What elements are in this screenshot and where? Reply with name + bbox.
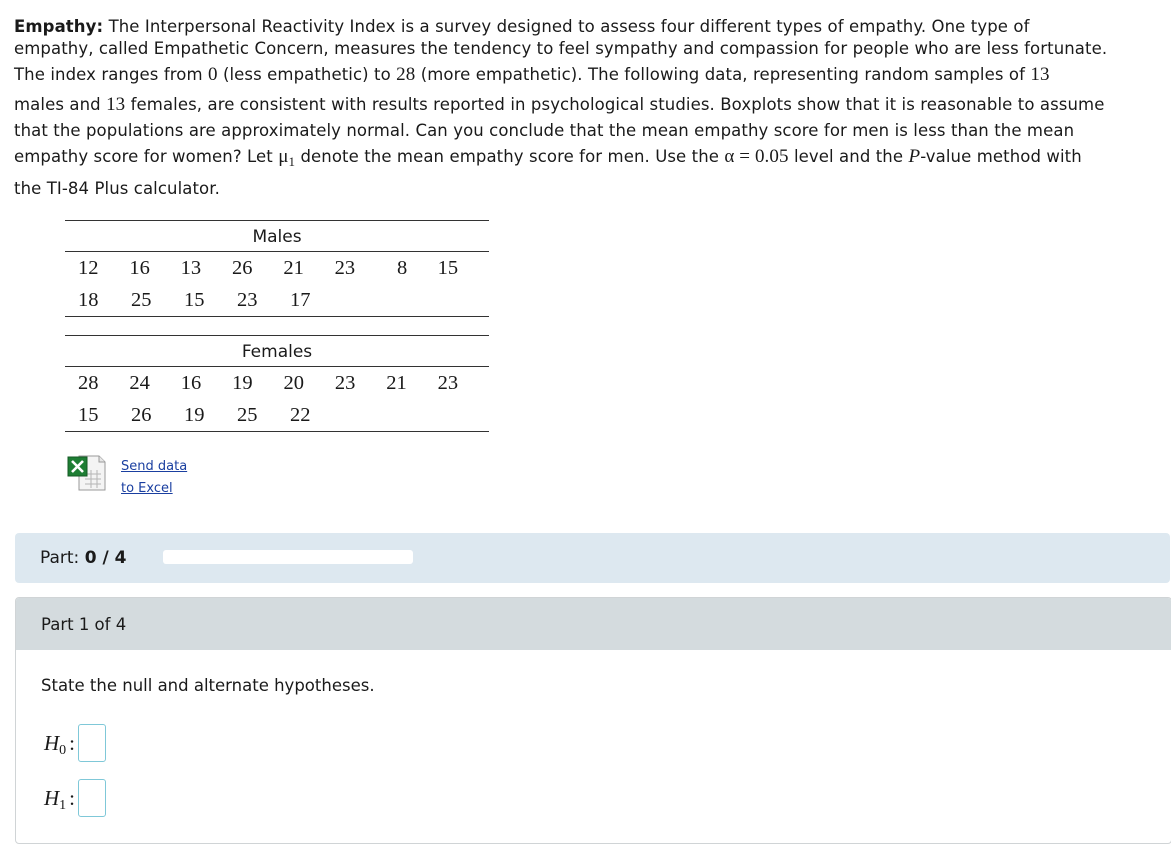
- part-label: Part:: [40, 548, 80, 568]
- table-cell: 19: [232, 371, 253, 394]
- problem-text: females, are consistent with results reported in psychological studies. Boxplots show that it is reasonable to assume: [125, 95, 1105, 114]
- math-number: 13: [1030, 64, 1050, 85]
- to-excel-link-text[interactable]: to Excel: [121, 481, 173, 496]
- females-table-title: Females: [65, 336, 489, 367]
- h1-label: [44, 786, 66, 811]
- table-cell: 24: [129, 371, 150, 394]
- alternate-hypothesis-input[interactable]: [78, 779, 106, 817]
- table-cell: 8: [396, 256, 408, 279]
- problem-text: level and the: [788, 147, 909, 166]
- send-to-excel-link[interactable]: [121, 456, 187, 500]
- part-instruction: State the null and alternate hypotheses.: [41, 676, 375, 695]
- table-cell: 23: [437, 371, 459, 394]
- send-data-link-text[interactable]: Send data: [121, 459, 188, 474]
- table-cell: 20: [283, 371, 304, 394]
- table-row: [65, 252, 489, 284]
- table-cell: 19: [184, 403, 205, 426]
- mu-char: μ: [278, 146, 289, 167]
- table-cell: 15: [437, 256, 459, 279]
- alpha-expression: α = 0.05: [724, 146, 789, 167]
- table-cell: 23: [237, 288, 258, 311]
- table-row: [65, 284, 489, 316]
- table-cell: 21: [386, 371, 407, 394]
- table-cell: 21: [283, 256, 304, 279]
- alternate-hypothesis-row: [44, 777, 106, 819]
- problem-text: (less empathetic) to: [217, 65, 397, 84]
- part-header: Part 1 of 4: [16, 598, 1171, 650]
- table-cell: 23: [334, 256, 356, 279]
- table-cell: 15: [78, 403, 99, 426]
- females-data-table: [65, 335, 489, 432]
- part-progress-value: 0 / 4: [84, 548, 127, 568]
- colon: :: [69, 730, 76, 755]
- part-progress-label: [40, 548, 126, 568]
- table-cell: 25: [237, 403, 258, 426]
- table-cell: 25: [131, 288, 152, 311]
- table-cell: 22: [290, 403, 311, 426]
- problem-text: The index ranges from: [14, 65, 208, 84]
- males-table-title: Males: [65, 221, 489, 252]
- mu-subscript: 1: [288, 154, 296, 169]
- problem-text-line: the TI-84 Plus calculator.: [14, 179, 220, 198]
- problem-text: empathy score for women? Let: [14, 147, 279, 166]
- problem-text-line: empathy, called Empathetic Concern, measures the tendency to feel sympathy and compassion for people who are less fortunate.: [14, 39, 1108, 58]
- h-letter: H: [44, 730, 60, 755]
- h0-label: [44, 731, 66, 756]
- problem-text: denote the mean empathy score for men. Use the: [295, 147, 725, 166]
- math-number: 13: [106, 94, 126, 115]
- problem-title: Empathy:: [14, 17, 104, 36]
- problem-statement: [14, 16, 1169, 200]
- part-card: [15, 597, 1171, 844]
- progress-track: [163, 550, 413, 564]
- problem-text: -value method with: [920, 147, 1082, 166]
- table-cell: 16: [129, 256, 150, 279]
- table-row: [65, 399, 489, 431]
- part-progress-bar: [15, 533, 1170, 583]
- table-cell: 13: [180, 256, 202, 279]
- problem-text-line: that the populations are approximately normal. Can you conclude that the mean empathy score for men is less than the mean: [14, 121, 1075, 140]
- table-cell: 17: [290, 288, 311, 311]
- table-cell: 26: [231, 256, 253, 279]
- table-cell: 15: [184, 288, 205, 311]
- h-subscript: 1: [59, 797, 67, 813]
- table-cell: 28: [78, 371, 99, 394]
- mu-symbol: [278, 146, 295, 167]
- table-cell: 23: [334, 371, 356, 394]
- table-cell: 26: [131, 403, 152, 426]
- problem-text-line: The Interpersonal Reactivity Index is a survey designed to assess four different types of empathy. One type of: [108, 17, 1030, 36]
- table-cell: 16: [180, 371, 202, 394]
- table-row: [65, 367, 489, 399]
- excel-icon[interactable]: [67, 454, 107, 492]
- null-hypothesis-input[interactable]: [78, 724, 106, 762]
- colon: :: [69, 785, 76, 810]
- table-cell: 12: [78, 256, 99, 279]
- h-subscript: 0: [59, 742, 67, 758]
- males-data-table: [65, 220, 489, 317]
- h-letter: H: [44, 785, 60, 810]
- problem-text: males and: [14, 95, 107, 114]
- p-symbol: P: [908, 146, 921, 167]
- math-number: 28: [396, 64, 416, 85]
- math-number: 0: [207, 64, 218, 85]
- problem-text: (more empathetic). The following data, representing random samples of: [415, 65, 1031, 84]
- null-hypothesis-row: [44, 722, 106, 764]
- table-cell: 18: [78, 288, 99, 311]
